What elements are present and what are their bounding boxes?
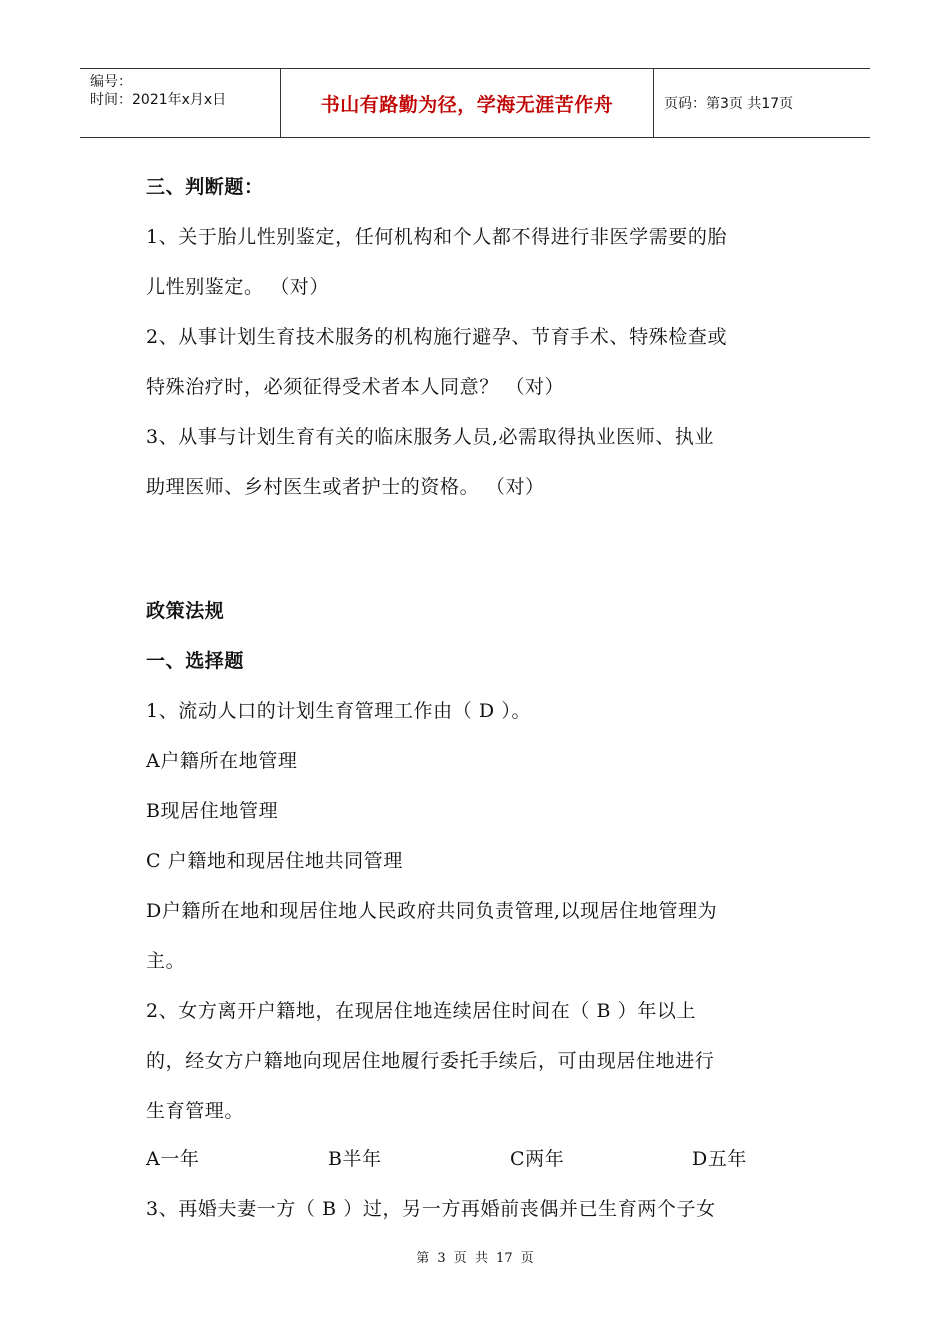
text-line: B现居住地管理 (146, 800, 279, 822)
number-label: 编号： (90, 74, 132, 90)
header-motto: 书山有路勤为径，学海无涯苦作舟 (281, 69, 654, 137)
text-line: 1、流动人口的计划生育管理工作由（ D ）。 (146, 700, 532, 722)
text-line: C 户籍地和现居住地共同管理 (146, 850, 403, 872)
page-header (80, 68, 870, 138)
time-label: 时间：2021年x月x日 (90, 92, 227, 108)
text-line: 2、女方离开户籍地，在现居住地连续居住时间在（ B ）年以上 (146, 1000, 697, 1022)
text-line: 3、从事与计划生育有关的临床服务人员,必需取得执业医师、执业 (146, 426, 715, 448)
option-c: C两年 (510, 1148, 565, 1170)
header-page-info: 页码：第3页 共17页 (664, 96, 794, 112)
text-line: 的，经女方户籍地向现居住地履行委托手续后，可由现居住地进行 (146, 1050, 715, 1072)
text-line: 2、从事计划生育技术服务的机构施行避孕、节育手术、特殊检查或 (146, 326, 728, 348)
text-line: 主。 (146, 950, 186, 972)
page-footer: 第 3 页 共 17 页 (416, 1251, 534, 1266)
text-line: A户籍所在地管理 (146, 750, 298, 772)
text-line: 3、再婚夫妻一方（ B ）过，另一方再婚前丧偶并已生育两个子女 (146, 1198, 716, 1220)
text-line: 1、关于胎儿性别鉴定，任何机构和个人都不得进行非医学需要的胎 (146, 226, 728, 248)
section-title-policy: 政策法规 (146, 600, 225, 622)
section-title-judgement: 三、判断题： (146, 176, 264, 198)
option-b: B半年 (328, 1148, 382, 1170)
text-line: 儿性别鉴定。 （对） (146, 276, 330, 298)
text-line: D户籍所在地和现居住地人民政府共同负责管理,以现居住地管理为 (146, 900, 718, 922)
option-a: A一年 (146, 1148, 200, 1170)
option-d: D五年 (692, 1148, 748, 1170)
text-line: 助理医师、乡村医生或者护士的资格。 （对） (146, 476, 545, 498)
header-meta (80, 69, 281, 137)
section-title-choice: 一、选择题 (146, 650, 245, 672)
text-line: 生育管理。 (146, 1100, 245, 1122)
text-line: 特殊治疗时，必须征得受术者本人同意？ （对） (146, 376, 565, 398)
